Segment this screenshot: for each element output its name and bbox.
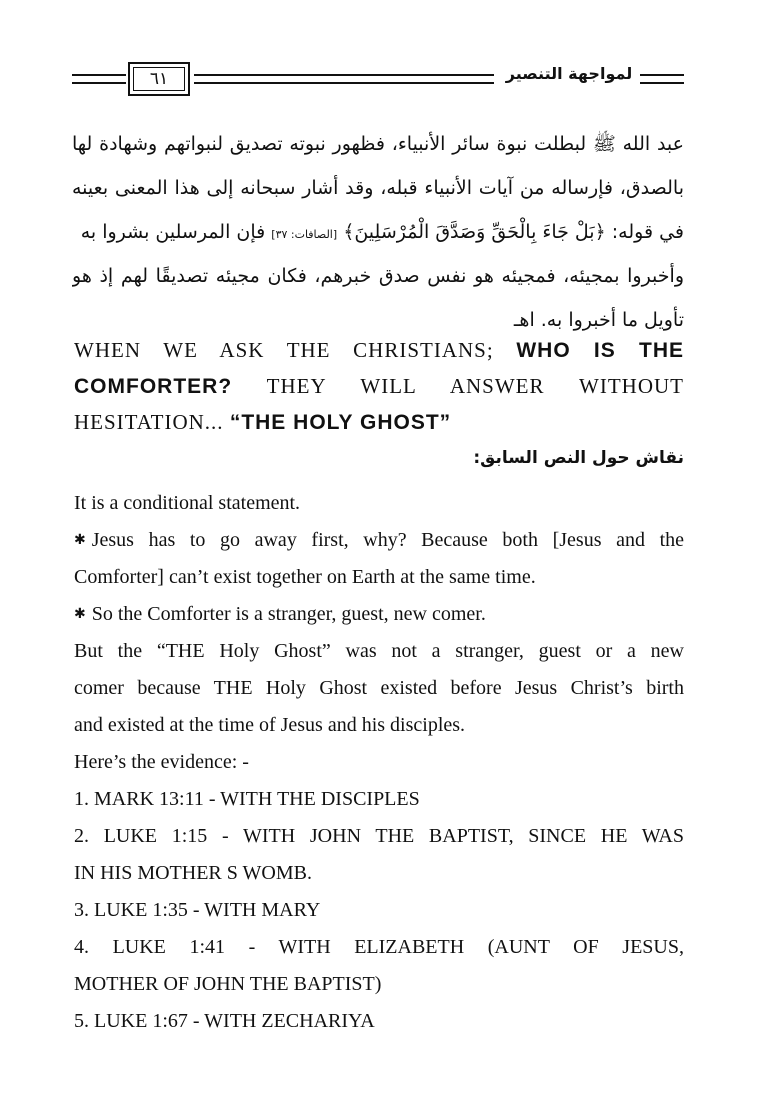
quran-line-before: في قوله: (605, 221, 684, 243)
bullet-1-text: Jesus has to go away first, why? Because both [Jesus and the (91, 529, 684, 551)
bullet-1-line-1 (74, 525, 684, 562)
arabic-line-4: تأويل ما أخبروا به. اهـ (513, 309, 684, 331)
english-heading (74, 332, 684, 440)
paragraph-line-3: and existed at the time of Jesus and his disciples. (74, 714, 466, 736)
bullet-2-text: So the Comforter is a stranger, guest, new comer. (91, 603, 486, 625)
heading-line-2-plain: THEY WILL ANSWER WITHOUT (232, 374, 684, 398)
list-item-2-line-2: IN HIS MOTHER S WOMB. (74, 862, 312, 884)
body-text (74, 488, 684, 1043)
header-rule-left (72, 74, 126, 84)
bullet-star-icon: ✱ (74, 607, 86, 622)
conditional-statement: It is a conditional statement. (74, 492, 301, 514)
heading-line-3-plain: HESITATION... (74, 410, 230, 434)
heading-line-1-plain: WHEN WE ASK THE CHRISTIANS; (74, 338, 517, 362)
list-item-2-line-1: 2. LUKE 1:15 - WITH JOHN THE BAPTIST, SINCE HE WAS (74, 825, 684, 847)
heading-line-3-bold: “THE HOLY GHOST” (229, 411, 452, 434)
arabic-line-1: عبد الله ﷺ لبطلت نبوة سائر الأنبياء، فظهور نبوته تصديق لنبواتهم وشهادة لها (72, 133, 684, 155)
bullet-1-line-2: Comforter] can’t exist together on Earth at the same time. (74, 566, 536, 588)
quran-verse: ﴿بَلْ جَاءَ بِالْحَقِّ وَصَدَّقَ الْمُرْسَلِينَ﴾ (343, 221, 606, 243)
paragraph-line-2: comer because THE Holy Ghost existed before Jesus Christ’s birth (74, 677, 684, 699)
list-item-4-line-2: MOTHER OF JOHN THE BAPTIST) (74, 973, 382, 995)
heading-line-3 (74, 404, 684, 440)
quran-line-after: فإن المرسلين بشروا به (80, 221, 272, 243)
heading-line-2-bold: COMFORTER? (74, 375, 233, 398)
header-rule-middle (194, 74, 494, 84)
quran-citation: [الصافات: ٣٧] (271, 228, 338, 241)
arabic-quote-paragraph (72, 122, 684, 342)
bullet-star-icon: ✱ (74, 533, 86, 548)
arabic-line-2: بالصدق، فإرساله من آيات الأنبياء قبله، وقد أشار سبحانه إلى هذا المعنى بعينه (72, 177, 684, 199)
page-number-box (128, 62, 190, 96)
page-number: ٦١ (133, 67, 185, 91)
bullet-2 (74, 599, 684, 636)
list-item-4-line-1: 4. LUKE 1:41 - WITH ELIZABETH (AUNT OF JESUS, (74, 936, 684, 958)
heading-line-1 (74, 332, 684, 368)
list-item-1: 1. MARK 13:11 - WITH THE DISCIPLES (74, 788, 420, 810)
arabic-subheading: نقاش حول النص السابق: (473, 448, 684, 468)
list-item-3: 3. LUKE 1:35 - WITH MARY (74, 899, 321, 921)
arabic-line-3: وأخبروا بمجيئه، فمجيئه هو نفس صدق خبرهم، فكان مجيئه تصديقًا لهم إذ هو (72, 265, 684, 287)
heading-line-2 (74, 368, 684, 404)
paragraph-line-1: But the “THE Holy Ghost” was not a stranger, guest or a new (74, 640, 684, 662)
running-title: لمواجهة التنصير (505, 64, 633, 83)
heading-line-1-bold: WHO IS THE (516, 339, 684, 362)
page-header (72, 62, 684, 98)
list-item-5: 5. LUKE 1:67 - WITH ZECHARIYA (74, 1010, 375, 1032)
arabic-line-quran (72, 210, 684, 254)
header-rule-right (640, 74, 684, 84)
evidence-intro: Here’s the evidence: - (74, 751, 249, 773)
